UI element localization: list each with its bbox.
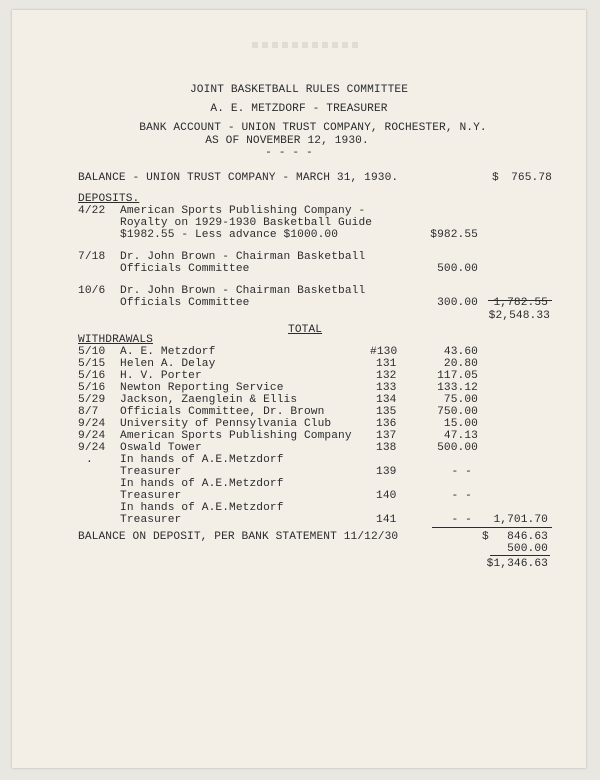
withdrawal-check-number: 131 bbox=[376, 358, 397, 370]
held-note-line: In hands of A.E.Metzdorf bbox=[120, 478, 284, 490]
closing-added-amount: 500.00 bbox=[507, 543, 548, 555]
withdrawal-check-number: 132 bbox=[376, 370, 397, 382]
held-note-line: Treasurer bbox=[120, 514, 182, 526]
withdrawal-payee: A. E. Metzdorf bbox=[120, 346, 216, 358]
treasurer-line: A. E. METZDORF - TREASURER bbox=[210, 103, 388, 115]
withdrawal-check-number: 136 bbox=[376, 418, 397, 430]
total-label: TOTAL bbox=[288, 324, 323, 336]
withdrawals-heading: WITHDRAWALS bbox=[78, 334, 153, 346]
held-note-line: In hands of A.E.Metzdorf bbox=[120, 454, 284, 466]
withdrawal-amount: 75.00 bbox=[443, 394, 478, 406]
withdrawal-date: 5/16 bbox=[78, 382, 106, 394]
held-note-line: Treasurer bbox=[120, 490, 182, 502]
withdrawal-amount: 117.05 bbox=[437, 370, 478, 382]
as-of-date: AS OF NOVEMBER 12, 1930. bbox=[205, 135, 369, 147]
withdrawal-amount: 133.12 bbox=[437, 382, 478, 394]
deposit-amount: 300.00 bbox=[437, 297, 478, 309]
withdrawal-amount: - - bbox=[451, 514, 472, 526]
withdrawal-amount: 500.00 bbox=[437, 442, 478, 454]
withdrawal-amount: - - bbox=[451, 490, 472, 502]
subtotal-rule bbox=[488, 300, 552, 301]
deposit-date: 10/6 bbox=[78, 285, 106, 297]
withdrawal-amount: 20.80 bbox=[443, 358, 478, 370]
withdrawal-check-number: 134 bbox=[376, 394, 397, 406]
faded-stamp-marks bbox=[252, 42, 362, 48]
withdrawal-payee: Newton Reporting Service bbox=[120, 382, 284, 394]
opening-balance-label: BALANCE - UNION TRUST COMPANY - MARCH 31, 1930. bbox=[78, 172, 399, 184]
document-title: JOINT BASKETBALL RULES COMMITTEE bbox=[189, 84, 409, 96]
withdrawal-check-number: 139 bbox=[376, 466, 397, 478]
withdrawal-check-number: 140 bbox=[376, 490, 397, 502]
withdrawal-check-number: 141 bbox=[376, 514, 397, 526]
withdrawal-payee: Helen A. Delay bbox=[120, 358, 216, 370]
withdrawal-date: 9/24 bbox=[78, 418, 106, 430]
held-note-line: Treasurer bbox=[120, 466, 182, 478]
withdrawal-date: 5/10 bbox=[78, 346, 106, 358]
closing-rule bbox=[490, 555, 550, 556]
deposit-description-line: Officials Committee bbox=[120, 263, 250, 275]
final-balance: $1,346.63 bbox=[486, 558, 548, 570]
deposit-date: 4/22 bbox=[78, 205, 106, 217]
withdrawal-payee: Officials Committee, Dr. Brown bbox=[120, 406, 325, 418]
withdrawal-date: 5/29 bbox=[78, 394, 106, 406]
withdrawal-date: 8/7 bbox=[78, 406, 99, 418]
withdrawals-rule bbox=[432, 527, 552, 528]
bank-account-line: BANK ACCOUNT - UNION TRUST COMPANY, ROCHESTER, N.Y. bbox=[139, 122, 487, 134]
withdrawal-payee: Oswald Tower bbox=[120, 442, 202, 454]
withdrawal-check-number: 135 bbox=[376, 406, 397, 418]
closing-deposit-amount: 846.63 bbox=[507, 531, 548, 543]
withdrawal-date: 5/16 bbox=[78, 370, 106, 382]
withdrawal-check-number: 137 bbox=[376, 430, 397, 442]
withdrawal-amount: 750.00 bbox=[437, 406, 478, 418]
withdrawal-date: 9/24 bbox=[78, 442, 106, 454]
closing-balance-label: BALANCE ON DEPOSIT, PER BANK STATEMENT 11/12/30 bbox=[78, 531, 399, 543]
withdrawal-date: 5/15 bbox=[78, 358, 106, 370]
withdrawal-amount: - - bbox=[451, 466, 472, 478]
withdrawal-check-number: 133 bbox=[376, 382, 397, 394]
deposit-description-line: Dr. John Brown - Chairman Basketball bbox=[120, 285, 366, 297]
deposit-description-line: Officials Committee bbox=[120, 297, 250, 309]
withdrawal-date: 9/24 bbox=[78, 430, 106, 442]
grand-total-amount: $2,548.33 bbox=[488, 310, 550, 322]
withdrawal-check-number: 138 bbox=[376, 442, 397, 454]
withdrawal-payee: H. V. Porter bbox=[120, 370, 202, 382]
deposit-amount: $982.55 bbox=[430, 229, 478, 241]
opening-balance-amount: 765.78 bbox=[511, 172, 552, 184]
ledger-page bbox=[12, 10, 586, 768]
deposit-description-line: American Sports Publishing Company - bbox=[120, 205, 366, 217]
deposits-heading: DEPOSITS. bbox=[78, 193, 140, 205]
deposit-amount: 500.00 bbox=[437, 263, 478, 275]
withdrawal-amount: 47.13 bbox=[443, 430, 478, 442]
withdrawal-amount: 15.00 bbox=[443, 418, 478, 430]
withdrawal-amount: 43.60 bbox=[443, 346, 478, 358]
withdrawals-total: 1,701.70 bbox=[493, 514, 548, 526]
opening-balance-currency: $ bbox=[492, 172, 499, 184]
deposit-description-line: $1982.55 - Less advance $1000.00 bbox=[120, 229, 339, 241]
withdrawal-check-number: #130 bbox=[370, 346, 398, 358]
deposit-date: 7/18 bbox=[78, 251, 106, 263]
deposit-description-line: Royalty on 1929-1930 Basketball Guide bbox=[120, 217, 373, 229]
withdrawal-payee: University of Pennsylvania Club bbox=[120, 418, 332, 430]
deposits-subtotal: 1,782.55 bbox=[493, 297, 548, 309]
deposit-description-line: Dr. John Brown - Chairman Basketball bbox=[120, 251, 366, 263]
held-note-line: In hands of A.E.Metzdorf bbox=[120, 502, 284, 514]
stray-mark: . bbox=[86, 454, 93, 466]
closing-currency: $ bbox=[482, 531, 489, 543]
withdrawal-payee: Jackson, Zaenglein & Ellis bbox=[120, 394, 298, 406]
withdrawal-payee: American Sports Publishing Company bbox=[120, 430, 352, 442]
header-dashes: - - - - bbox=[265, 147, 313, 159]
